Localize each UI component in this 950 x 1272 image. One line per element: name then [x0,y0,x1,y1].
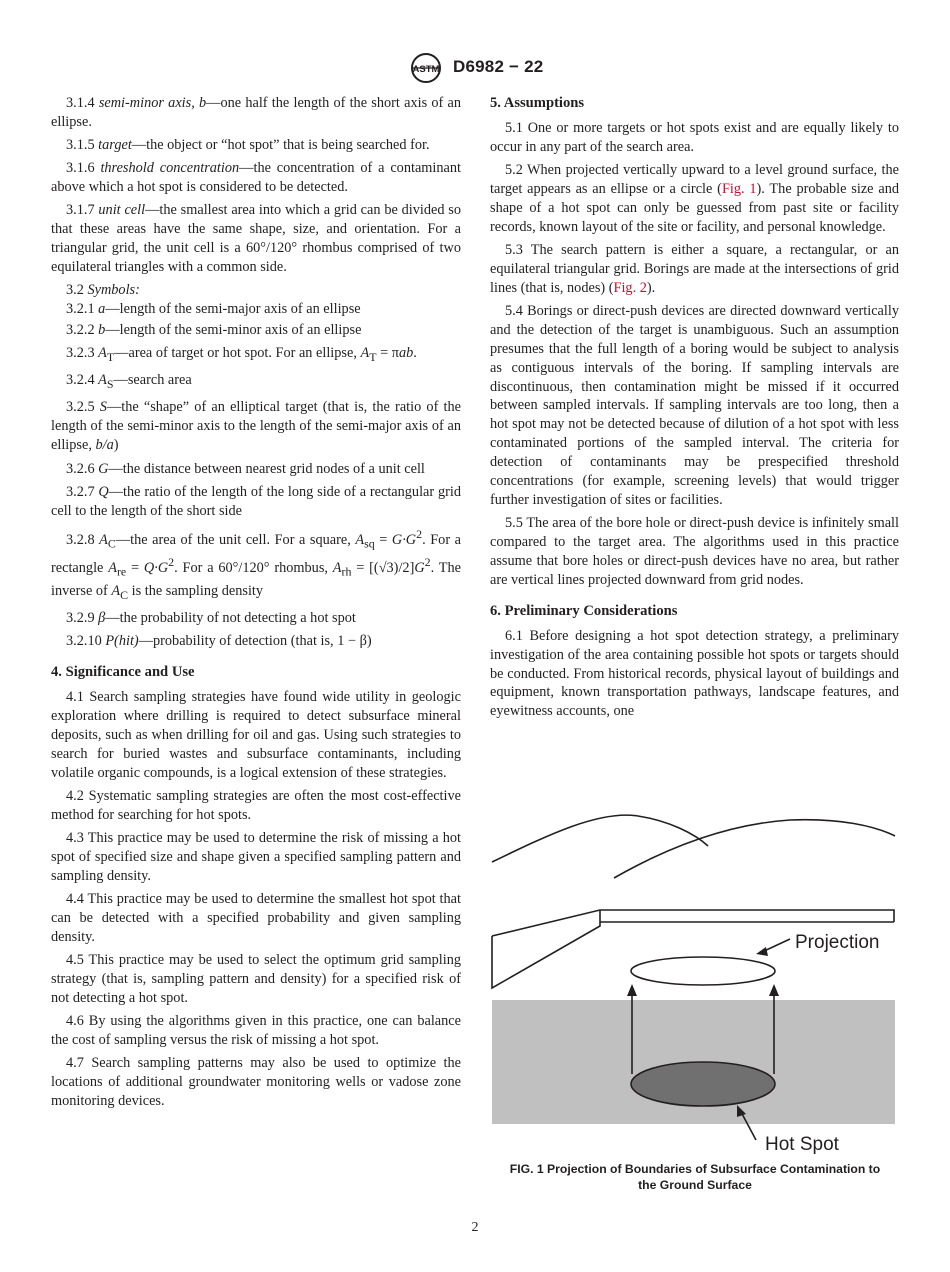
para-6-1: 6.1 Before designing a hot spot detection strategy, a preliminary investigation of the area containing possible hot spots or targets should be conducted. From historical records, physical layout of buildings and equipment, known transportation pathways, landscape features, and eyewitness accounts, one [490,627,899,720]
para-5-3: 5.3 The search pattern is either a square, a rectangular, or an equilateral triangular grid. Borings are made at the intersections of grid lines (that is, nodes) (Fig. 2). [490,241,899,296]
para-5-4: 5.4 Borings or direct-push devices are directed downward vertically and the detection of the target is unambiguous. Such an assumption presumes that the full length of a boring would be subject to analysis as contiguous intervals of the boring. If sampling intervals are discontinuous, then contamination might be missed if it occurred between sampled intervals. If sampling intervals are too long, then a hot spot may not be detected because of dilution of a hot spot with less contaminated portions of the sampled interval. The criteria for detection of contaminants may be prespecified threshold concentrations (for example, screening levels) that would trigger further investigation of sites or facilities. [490,302,899,509]
para-4-3: 4.3 This practice may be used to determine the risk of missing a hot spot of specified size and shape given a specified sampling pattern and sampling density. [51,829,461,884]
fig-1-link[interactable]: Fig. 1 [721,180,757,197]
para-3-1-4: 3.1.4 semi-minor axis, b—one half the length of the short axis of an ellipse. [51,95,461,130]
para-3-1-5: 3.1.5 target—the object or “hot spot” that is being searched for. [66,137,430,154]
projection-ellipse [631,957,775,985]
page-number: 2 [471,1220,479,1235]
para-4-4: 4.4 This practice may be used to determine the smallest hot spot that can be detected with a specified probability and given sampling density. [51,890,461,945]
arrow-right-head [769,984,779,996]
projection-pointer-head [756,947,768,956]
para-3-2-8: 3.2.8 $A_C—the$ area of the unit cell. For a square, $A_{sq} = G\cdot G^2$. For a rectangle $A_{re} = Q\cdot G^2$. For a 60°/120° rhombus, $A_{rh} = [(√3)/2]G^2$. The inverse of $A_C$ is the sampling density [51,526,461,602]
para-5-5: 5.5 The area of the bore hole or direct-push device is infinitely small compared to the target area. The algorithms used in this practice assume that bore holes or direct-push devices have no area, but rather are vertical lines projected downward from grid nodes. [490,515,899,588]
hill-left [492,815,708,862]
astm-logo-icon [408,52,444,84]
para-5-1: 5.1 One or more targets or hot spots exist and are equally likely to occur in any part of the search area. [490,119,899,155]
page-header [0,52,950,88]
hill-right [614,820,895,878]
hot-spot-ellipse [631,1062,775,1106]
para-3-2-2: 3.2.2 b—length of the semi-minor axis of an ellipse [66,322,362,339]
para-3-2-7: 3.2.7 Q—the ratio of the length of the long side of a rectangular grid cell to the length of the short side [51,483,462,519]
label-projection: Projection [795,932,880,953]
designation: D6982 − 22 [453,57,544,76]
para-3-2-10: 3.2.10 P(hit)—probability of detection (that is, 1 − β) [66,633,372,650]
para-4-7: 4.7 Search sampling patterns may also be used to optimize the locations of additional groundwater monitoring wells or vadose zone monitoring devices. [51,1055,461,1109]
right-column [490,94,899,726]
para-3-2-3: 3.2.3 $A_T—area$ of target or hot spot. For an ellipse, $A_T = \pi ab$. [66,345,417,365]
para-3-1-7: 3.1.7 unit cell—the smallest area into which a grid can be divided so that these areas have the same shape, size, and orientation. For a triangular grid, the unit cell is a 60°/120° rhombus comprised of two equilateral triangles with a common side. [51,202,462,276]
para-3-2-1: 3.2.1 a—length of the semi-major axis of an ellipse [66,301,361,318]
para-4-5: 4.5 This practice may be used to select the optimum grid sampling strategy (that is, sampling pattern and density) for a specified risk of not detecting a hot spot. [51,951,461,1006]
para-3-1-6: 3.1.6 threshold concentration—the concentration of a contaminant above which a hot spot is considered to be detected. [51,160,461,196]
para-3-2-4: 3.2.4 $A_S—search$ area [66,372,192,392]
para-3-2-5: 3.2.5 S—the “shape” of an elliptical target (that is, the ratio of the length of the semi-minor axis to the length of the semi-major axis of an ellipse, b/a) [51,399,461,454]
para-3-2-9: 3.2.9 β—the probability of not detecting a hot spot [66,609,356,626]
para-3-2: 3.2 Symbols: [66,282,140,299]
svg-text:ASTM: ASTM [412,64,440,75]
figure-1-diagram [490,806,900,1156]
label-hot-spot: Hot Spot [765,1134,839,1155]
surface-front [492,910,600,988]
para-5-2: 5.2 When projected vertically upward to a level ground surface, the target appears as an ellipse or a circle (Fig. 1). The probable size and shape of a hot spot can only be guessed from past site or facility records, known layout of the site or facility, and personal knowledge. [490,162,899,235]
figure-1-caption: FIG. 1 Projection of Boundaries of Subsurface Contamination to the Ground Surface [509,1162,881,1192]
section-6-heading: 6. Preliminary Considerations [490,602,678,619]
para-4-1: 4.1 Search sampling strategies have found wide utility in geologic exploration where drilling is required to detect subsurface mineral deposits, such as when drilling for oil and gas. Using such strategies to search for buried wastes and subsurface contaminants, including volatile organic compounds, is a logical extension of these strategies. [51,688,461,781]
arrow-left-head [627,984,637,996]
section-4-heading: 4. Significance and Use [51,664,195,681]
para-4-6: 4.6 By using the algorithms given in this practice, one can balance the cost of sampling versus the risk of missing a hot spot. [51,1012,461,1048]
section-5-heading: 5. Assumptions [490,95,585,111]
fig-2-link[interactable]: Fig. 2 [613,279,647,296]
para-4-2: 4.2 Systematic sampling strategies are often the most cost-effective method for searching for hot spots. [51,787,461,823]
para-3-2-6: 3.2.6 G—the distance between nearest grid nodes of a unit cell [66,460,425,477]
left-column [51,94,461,1115]
